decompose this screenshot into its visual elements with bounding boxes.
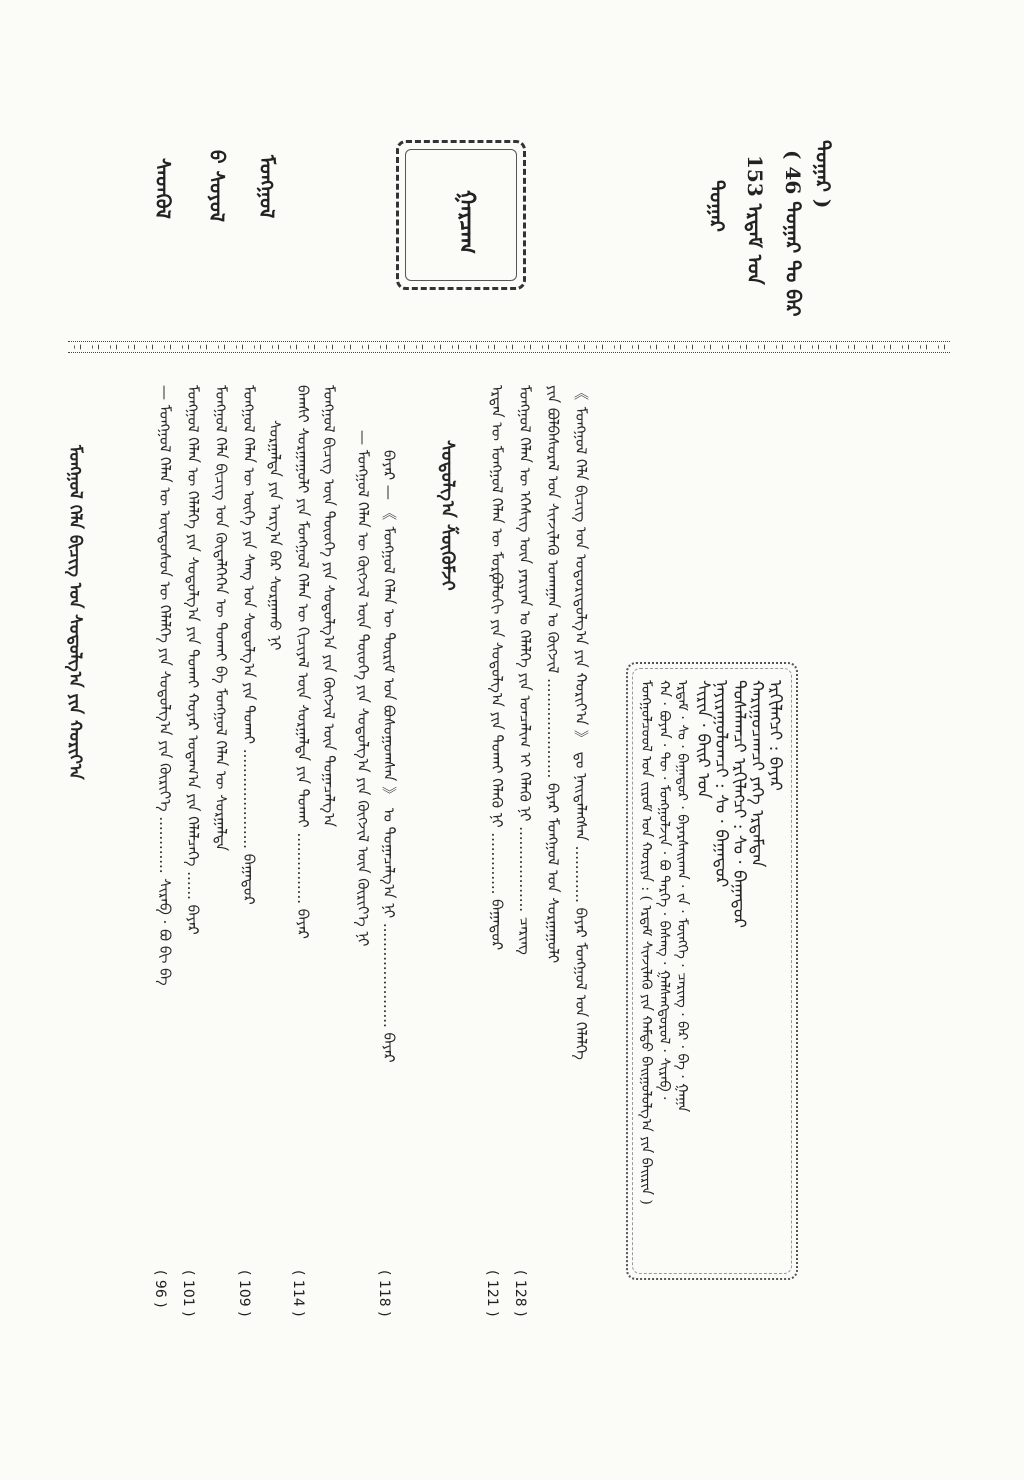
- header-right-col3: ᠰᠡᠳᠭᠦᠯ: [151, 158, 175, 219]
- page-number: ( 96 ): [152, 1270, 168, 1308]
- page-number: ( 109 ): [236, 1270, 252, 1317]
- header-right-col2b: ᠰᠣᠶᠣᠯ: [205, 170, 229, 222]
- header-col2: [776, 150, 811, 317]
- toc-entry: — ᠮᠣᠩᠭᠣᠯ ᠬᠡᠯᠡᠨ ᠦ ᠦᠨᠳᠦᠰᠦᠨ ᠦ ᠬᠡᠯᠡᠯᠭᠡ ᠶᠢᠨ ᠰᠤᠳᠤᠯᠭ᠎ᠠ ᠶᠢᠨ ᠬᠦᠷᠢᠶ᠎ᠡ ............ ᠰᠢᠷᠠᠪ · ᠪᠤ ᠪᠢ ᠪᠠ: [156, 385, 174, 986]
- toc-entry: ᠮᠣᠩᠭᠣᠯ ᠬᠡᠯᠡᠨ ᠦ ᠦᠭᠡ ᠶᠢᠨ ᠰᠠᠩ ᠤᠨ ᠰᠤᠳᠤᠯᠭ᠎ᠠ ᠶᠢᠨ ᠲᠤᠬᠠᠢ ..................... ᠪᠠᠭᠠᠲᠤᠷ: [240, 385, 258, 905]
- page-number: ( 101 ): [180, 1270, 196, 1317]
- header-col3: [738, 155, 773, 285]
- page-number: ( 128 ): [512, 1270, 528, 1317]
- info-line: ᠨᠠᠶᠢᠷᠠᠭᠤᠯᠤᠭᠴᠢ : ᠰᠤ · ᠪᠠᠭᠠᠲᠤᠷ: [711, 680, 731, 888]
- toc-entry: ᠪᠠᠭᠰᠢ ᠰᠤᠷᠭᠠᠭᠤᠯᠢ ᠶᠢᠨ ᠮᠣᠩᠭᠣᠯ ᠬᠡᠯᠡᠨ ᠦ ᠬᠢᠴᠢᠶᠡᠯ ᠦᠨ ᠰᠤᠷᠭᠠᠯᠲᠠ ᠶᠢᠨ ᠲᠤᠬᠠᠢ ............... ᠪᠠᠶᠠᠷ: [294, 385, 312, 939]
- intro-line-1: 《 ᠮᠣᠩᠭᠣᠯ ᠬᠡᠯᠡ ᠪᠢᠴᠢᠭ ᠤᠨ ᠤᠳᠤᠷᠢᠳᠤᠯᠭ᠎ᠠ ᠶᠢᠨ ᠬᠣᠷᠢᠶ᠎ᠠ 》 ᠳᠤ ᠨᠡᠢᠲᠡᠯᠡᠭᠰᠡᠨ ............ ᠪᠠᠶᠠᠷ ᠮᠣᠩᠭᠣᠯ ᠤᠨ ᠬᠡᠯᠡᠯᠭᠡ: [572, 385, 590, 1061]
- divider-pattern: [68, 341, 950, 353]
- toc-entry: ᠮᠣᠩᠭᠣᠯ ᠬᠡᠯᠡ ᠪᠢᠴᠢᠭ ᠤᠨ ᠬᠥᠳᠡᠯᠭᠡᠭᠡᠨ ᠦ ᠲᠤᠬᠠᠢ ᠪᠠ ᠮᠣᠩᠭᠣᠯ ᠬᠡᠯᠡᠨ ᠦ ᠰᠤᠷᠭᠠᠯᠲᠠ: [212, 385, 230, 852]
- toc-entry-sub: ᠰᠤᠷᠭᠠᠯᠲᠠ ᠶᠢᠨ ᠠᠷᠭ᠎ᠠ ᠪᠠᠷ ᠰᠤᠷᠭᠠᠬᠤ ᠨᠢ: [266, 420, 284, 651]
- toc-entry: ᠮᠣᠩᠭᠣᠯ ᠬᠡᠯᠡᠨ ᠦ ᠬᠡᠯᠡᠯᠭᠡ ᠶᠢᠨ ᠰᠤᠳᠤᠯᠭ᠎ᠠ ᠶᠢᠨ ᠲᠤᠬᠠᠢ ᠬᠣᠶᠠᠷ ᠤᠳᠠᠭ᠎ᠠ ᠶᠢᠨ ᠬᠡᠯᠡᠯᠴᠡᠭᠡ ...... ᠪᠠᠶᠠᠷ: [184, 385, 202, 935]
- toc-entry: ᠪᠠᠶᠠᠷ — 《 ᠮᠣᠩᠭᠣᠯ ᠬᠡᠯᠡᠨ ᠦ ᠳᠦᠷᠢᠮ ᠤᠨ ᠪᠤᠰᠤᠭᠤᠭᠰᠠᠨ 》 ᠤ ᠲᠣᠭᠠᠴᠠᠯᠭ᠎ᠠ ᠨᠢ ...................... ᠪᠠᠶᠠᠷ: [380, 450, 398, 1063]
- footer-title: ᠮᠣᠩᠭᠣᠯ ᠬᠡᠯᠡ ᠪᠢᠴᠢᠭ ᠤᠨ ᠰᠤᠳᠤᠯᠭ᠎ᠠ ᠶᠢᠨ ᠬᠣᠷᠢᠶ᠎ᠠ: [65, 445, 85, 780]
- info-line: ᠡᠷᠬᠢᠯᠡᠭᠴᠢ : ᠪᠠᠶᠠᠷ: [765, 680, 785, 791]
- header-right-col1: ᠮᠣᠩᠭᠣᠯ: [255, 155, 279, 219]
- page-number: ( 114 ): [290, 1270, 306, 1317]
- info-line: ᠰᠢᠷᠢᠨ · ᠪᠠᠢᠷ ᠤᠨ: [693, 680, 713, 799]
- intro-line-4: ᠡᠷᠲᠡᠨ ᠦ ᠮᠣᠩᠭᠣᠯ ᠬᠡᠯᠡᠨ ᠦ ᠮᠣᠷᠹᠣᠯᠣᠭᠢ ᠶᠢᠨ ᠰᠤᠳᠤᠯᠭ᠎ᠠ ᠶᠢᠨ ᠲᠤᠬᠠᠢ ᠬᠡᠯᠡᠬᠦ ᠨᠢ ............. ᠪᠠᠭᠠᠲᠤᠷ: [488, 385, 506, 951]
- toc-entry-sub: — ᠮᠣᠩᠭᠣᠯ ᠬᠡᠯᠡᠨ ᠦ ᠬᠥᠭᠵᠢᠯ ᠦᠨ ᠲᠦᠦᠬᠡ ᠶᠢᠨ ᠰᠤᠳᠤᠯᠭ᠎ᠠ ᠶᠢᠨ ᠬᠥᠭᠵᠢᠯ ᠦᠨ ᠬᠦᠷᠢᠶ᠎ᠡ ᠨᠢ: [354, 430, 372, 947]
- intro-line-3: ᠮᠣᠩᠭᠣᠯ ᠬᠡᠯᠡᠨ ᠦ ᠡᠭᠡᠰᠢᠭ ᠦᠨ ᠶᠠᠷᠢᠶᠠᠨ ᠤ ᠬᠡᠯᠡᠯᠭᠡ ᠶᠢᠨ ᠣᠨᠴᠠᠯᠢᠭ ᠢ ᠬᠡᠯᠡᠬᠦ ᠨᠢ .................. ᠴᠡᠷᠢᠩ: [516, 385, 534, 955]
- header-col1: ᠳᠤᠭᠠᠷ ): [811, 140, 835, 209]
- header-right-col2: [200, 150, 235, 222]
- section-title: ᠰᠤᠳᠤᠯᠭ᠎ᠠ ᠱᠦᠭᠦᠮᠵᠢ: [437, 440, 458, 591]
- header-col4: ᠳᠤᠭᠠᠷ: [705, 180, 729, 232]
- header-col2-word: ᠳᠤᠭᠠᠷ ᠲᠤ ᠪᠠᠷ: [781, 201, 805, 317]
- info-line: ᠮᠣᠩᠭᠣᠯᠴᠤᠤᠯ ᠤᠨ ᠵᠢᠷᠤᠮ ᠤᠨ ᠬᠣᠷᠢᠶᠠ : ( ᠡᠷᠳᠡᠮ ᠰᠢᠨᠵᠢᠯᠡᠬᠦ ᠶᠢᠨ ᠬᠠᠮᠲᠤ ᠪᠠᠢᠭᠤᠯᠤᠯᠭ᠎ᠠ ᠶᠢᠨ ᠪᠠᠢᠷᠢᠨ ): [638, 680, 654, 1205]
- info-line: ᠲᠤᠰᠠᠯᠠᠭᠴᠢ ᠡᠷᠬᠢᠯᠡᠭᠴᠢ : ᠰᠤ · ᠪᠠᠭᠠᠲᠤᠷ: [729, 680, 749, 928]
- page-number: ( 121 ): [484, 1270, 500, 1317]
- contents-title: ᠭᠠᠷᠴᠠᠭ: [454, 190, 480, 255]
- info-line: ᠬᠠ · ᠪᠤᠶᠠᠨ · ᠲᠦ · ᠮᠣᠩᠭᠣᠯᠵᠢᠨ · ᠪᠣ ᠲᠡᠷᠭᠡ · ᠪᠠᠰᠠᠩ · ᠭᠠᠯᠰᠠᠩᠲᠦᠷᠦᠯ · ᠰᠢᠷᠠᠪ ·: [656, 680, 672, 1101]
- header-col2-num: ( 46: [781, 150, 805, 195]
- info-line: ᠬᠠᠷᠢᠭᠤᠴᠠᠭᠴᠢ ᠶᠡᠬᠡ ᠡᠷᠳᠡᠮᠲᠡᠨ: [747, 680, 767, 868]
- header-col3-num: 153: [743, 155, 767, 197]
- header-col3-word: ᠡᠷᠳᠡᠮ ᠤᠨ: [743, 203, 767, 285]
- toc-entry: ᠮᠣᠩᠭᠣᠯ ᠪᠢᠴᠢᠭ ᠦᠨ ᠲᠦᠦᠬᠡ ᠶᠢᠨ ᠰᠤᠳᠤᠯᠭ᠎ᠠ ᠶᠢᠨ ᠬᠥᠭᠵᠢᠯ ᠦᠨ ᠲᠣᠭᠠᠴᠠᠯᠭ᠎ᠠ: [320, 385, 338, 828]
- header-right-col2a: ᠪ: [205, 150, 229, 164]
- intro-line-2: ᠶᠢᠨ ᠪᠣᠯᠪᠠᠰᠤᠷᠠᠯ ᠤᠨ ᠰᠢᠨᠵᠢᠯᠡᠬᠦ ᠤᠬᠠᠭᠠᠨ ᠤ ᠬᠥᠭᠵᠢᠯ ..................... ᠪᠠᠶᠠᠷ ᠮᠣᠩᠭᠣᠯ ᠤᠨ ᠰᠤᠷᠭᠠᠭᠤᠯᠢ: [544, 385, 562, 964]
- page-number: ( 118 ): [376, 1270, 392, 1317]
- info-line: ᠡᠷᠳᠡᠮ · ᠰᠤ · ᠪᠠᠭᠠᠲᠤᠷ · ᠪᠠᠶᠠᠷᠰᠠᠢᠬᠠᠨ · ᠵᠠ · ᠮᠥᠩᠬᠡ · ᠴᠡᠷᠢᠩ · ᠪᠠᠷ · ᠪᠠ · ᠭᠠᠭᠠ: [674, 680, 690, 1113]
